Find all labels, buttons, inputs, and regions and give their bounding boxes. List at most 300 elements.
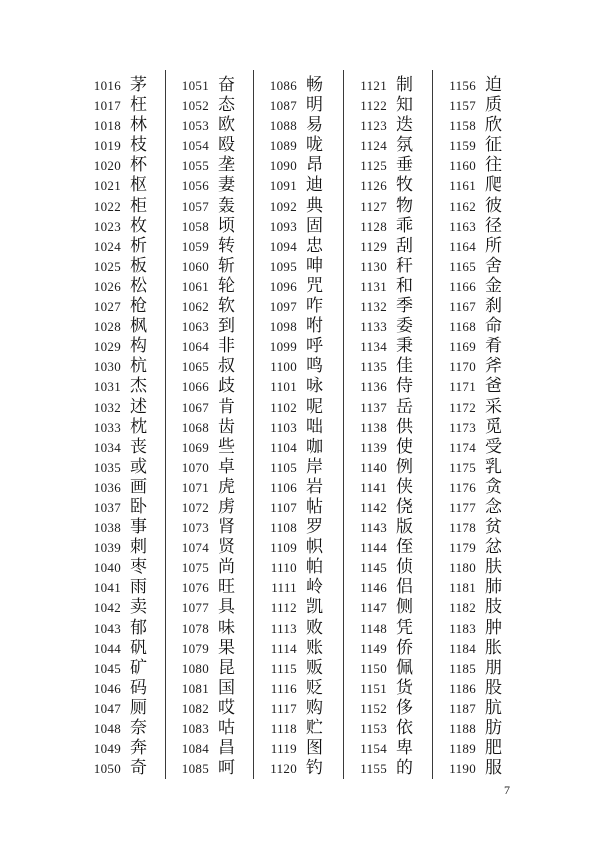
entry-character: 岳: [396, 396, 413, 416]
entry-character: 杭: [130, 356, 147, 376]
entry-number: 1049: [93, 741, 121, 757]
entry-number: 1078: [181, 620, 209, 636]
entry-character: 制: [396, 75, 413, 94]
entry-number: 1083: [181, 721, 209, 736]
entry-number: 1156: [449, 78, 476, 93]
entry-character: 氛: [396, 135, 413, 155]
entry-number: 1147: [360, 600, 387, 616]
entry-character: 欣: [485, 115, 502, 135]
entry-number: 1164: [449, 238, 476, 254]
entry-character: 秉: [396, 336, 413, 356]
entry-character: 侄: [396, 537, 413, 557]
table-row: [358, 678, 432, 698]
entry-character: 侥: [396, 496, 413, 516]
entry-number: 1046: [93, 680, 121, 696]
entry-character: 析: [130, 235, 147, 255]
table-row: [92, 658, 165, 678]
table-row: [92, 437, 165, 457]
entry-number: 1103: [270, 419, 297, 435]
entry-character: 丧: [130, 436, 147, 456]
entry-character: 或: [130, 456, 147, 476]
table-row: [358, 256, 432, 276]
entry-number: 1185: [449, 660, 476, 676]
entry-character: 觅: [485, 416, 502, 436]
entry-character: 佩: [396, 657, 413, 677]
entry-character: 尚: [218, 557, 235, 577]
entry-character: 委: [396, 316, 413, 336]
table-row: [358, 336, 432, 356]
table-row: [180, 236, 253, 256]
entry-number: 1040: [93, 560, 121, 576]
entry-number: 1042: [93, 600, 121, 616]
entry-character: 轰: [218, 195, 235, 215]
table-row: [92, 336, 165, 356]
table-row: [358, 658, 432, 678]
table-row: [180, 618, 253, 638]
entry-character: 茅: [130, 75, 147, 94]
table-row: [268, 115, 343, 135]
entry-number: 1168: [449, 319, 476, 335]
table-row: [447, 738, 516, 758]
table-row: [180, 718, 253, 738]
table-row: [268, 336, 343, 356]
entry-character: 帕: [306, 557, 323, 577]
entry-number: 1135: [360, 359, 387, 375]
table-row: [447, 296, 516, 316]
entry-character: 果: [218, 637, 235, 657]
table-row: [268, 557, 343, 577]
entry-number: 1175: [449, 459, 476, 475]
entry-number: 1089: [269, 138, 297, 154]
entry-character: 枪: [130, 296, 147, 316]
table-row: [358, 196, 432, 216]
table-row: [358, 477, 432, 497]
table-row: [447, 196, 516, 216]
entry-number: 1187: [449, 700, 476, 716]
table-row: [180, 216, 253, 236]
entry-number: 1121: [360, 78, 387, 93]
entry-number: 1108: [270, 520, 297, 536]
entry-character: 图: [306, 738, 323, 758]
entry-number: 1114: [270, 640, 297, 656]
table-row: [268, 397, 343, 417]
table-row: [447, 477, 516, 497]
entry-number: 1161: [449, 178, 476, 194]
table-row: [92, 316, 165, 336]
table-row: [447, 417, 516, 437]
entry-character: 叔: [218, 356, 235, 376]
entry-character: 虎: [218, 476, 235, 496]
entry-character: 味: [218, 617, 235, 637]
entry-number: 1178: [449, 520, 476, 536]
entry-character: 货: [396, 677, 413, 697]
entry-number: 1180: [449, 560, 476, 576]
entry-character: 咄: [306, 416, 323, 436]
table-row: [180, 537, 253, 557]
entry-number: 1182: [449, 600, 476, 616]
entry-number: 1188: [449, 721, 476, 736]
entry-number: 1099: [269, 339, 297, 355]
table-row: [447, 597, 516, 617]
entry-character: 枫: [130, 316, 147, 336]
table-row: [358, 718, 432, 738]
entry-character: 贬: [306, 677, 323, 697]
entry-number: 1025: [93, 258, 121, 274]
entry-number: 1170: [449, 359, 476, 375]
entry-number: 1070: [181, 459, 209, 475]
page-number: 7: [504, 783, 510, 797]
table-row: [358, 597, 432, 617]
entry-character: 岸: [306, 456, 323, 476]
entry-character: 凭: [396, 617, 413, 637]
table-row: [92, 758, 165, 778]
entry-number: 1031: [93, 379, 121, 395]
entry-character: 供: [396, 416, 413, 436]
entry-character: 肴: [485, 336, 502, 356]
entry-character: 咐: [306, 316, 323, 336]
entry-character: 顷: [218, 215, 235, 235]
entry-number: 1167: [449, 299, 476, 315]
table-row: [268, 577, 343, 597]
entry-character: 欧: [218, 115, 235, 135]
table-row: [447, 336, 516, 356]
entry-number: 1138: [360, 419, 387, 435]
table-row: [447, 457, 516, 477]
entry-character: 依: [396, 718, 413, 737]
entry-character: 奈: [130, 718, 147, 737]
table-row: [358, 698, 432, 718]
entry-character: 彼: [485, 195, 502, 215]
entry-character: 牧: [396, 175, 413, 195]
entry-character: 斧: [485, 356, 502, 376]
entry-number: 1037: [93, 499, 121, 515]
entry-number: 1179: [449, 540, 476, 556]
table-row: [180, 256, 253, 276]
table-row: [268, 457, 343, 477]
table-row: [180, 698, 253, 718]
table-row: [358, 135, 432, 155]
entry-number: 1082: [181, 700, 209, 716]
entry-character: 呢: [306, 396, 323, 416]
entry-character: 呵: [218, 758, 235, 778]
table-row: [180, 276, 253, 296]
entry-character: 胀: [485, 637, 502, 657]
table-row: [447, 537, 516, 557]
table-row: [92, 95, 165, 115]
table-row: [268, 638, 343, 658]
entry-character: 肾: [218, 517, 235, 537]
table-row: [358, 577, 432, 597]
entry-number: 1047: [93, 700, 121, 716]
entry-number: 1019: [93, 138, 121, 154]
table-row: [180, 376, 253, 396]
table-row: [92, 296, 165, 316]
entry-number: 1093: [269, 218, 297, 234]
entry-character: 咒: [306, 275, 323, 295]
table-row: [447, 256, 516, 276]
entry-character: 肥: [485, 738, 502, 758]
entry-number: 1134: [360, 339, 387, 355]
entry-number: 1163: [449, 218, 476, 234]
table-row: [447, 236, 516, 256]
entry-character: 命: [485, 316, 502, 336]
entry-number: 1149: [360, 640, 387, 656]
entry-character: 枕: [130, 416, 147, 436]
entry-character: 贪: [485, 476, 502, 496]
entry-character: 昂: [306, 155, 323, 175]
entry-number: 1126: [360, 178, 387, 194]
entry-number: 1069: [181, 439, 209, 455]
entry-number: 1023: [93, 218, 121, 234]
entry-number: 1075: [181, 560, 209, 576]
entry-number: 1169: [449, 339, 476, 355]
entry-character: 殴: [218, 135, 235, 155]
entry-character: 佳: [396, 356, 413, 376]
table-row: [92, 155, 165, 175]
table-row: [92, 376, 165, 396]
table-row: [447, 678, 516, 698]
table-row: [92, 557, 165, 577]
entry-number: 1132: [360, 299, 387, 315]
table-row: [268, 698, 343, 718]
entry-character: 刹: [485, 296, 502, 316]
entry-character: 径: [485, 215, 502, 235]
entry-number: 1020: [93, 158, 121, 174]
entry-number: 1050: [93, 761, 121, 777]
entry-character: 往: [485, 155, 502, 175]
entry-character: 软: [218, 296, 235, 316]
entry-character: 到: [218, 316, 235, 336]
table-row: [447, 437, 516, 457]
entry-number: 1174: [449, 439, 476, 455]
entry-character: 贫: [485, 517, 502, 537]
entry-number: 1145: [360, 560, 387, 576]
entry-character: 肪: [485, 718, 502, 737]
table-row: [358, 95, 432, 115]
table-row: [358, 457, 432, 477]
entry-character: 雨: [130, 577, 147, 597]
table-row: [268, 175, 343, 195]
entry-number: 1100: [270, 359, 297, 375]
table-column-1: [78, 70, 165, 779]
character-table: [78, 70, 516, 779]
entry-character: 林: [130, 115, 147, 135]
entry-number: 1139: [360, 439, 387, 455]
entry-character: 钓: [306, 758, 323, 778]
entry-number: 1084: [181, 741, 209, 757]
entry-character: 斩: [218, 255, 235, 275]
entry-number: 1144: [360, 540, 387, 556]
entry-character: 物: [396, 195, 413, 215]
entry-character: 服: [485, 758, 502, 778]
table-row: [180, 638, 253, 658]
table-row: [92, 718, 165, 738]
entry-character: 典: [306, 195, 323, 215]
entry-number: 1172: [449, 399, 476, 415]
entry-number: 1061: [181, 278, 209, 294]
entry-character: 呼: [306, 336, 323, 356]
table-row: [180, 457, 253, 477]
entry-character: 朋: [485, 657, 502, 677]
entry-character: 乖: [396, 215, 413, 235]
entry-number: 1027: [93, 299, 121, 315]
entry-character: 码: [130, 677, 147, 697]
entry-character: 忠: [306, 235, 323, 255]
entry-character: 侧: [396, 597, 413, 617]
table-row: [92, 175, 165, 195]
entry-character: 败: [306, 617, 323, 637]
entry-number: 1094: [269, 238, 297, 254]
entry-character: 明: [306, 95, 323, 115]
entry-character: 柜: [130, 195, 147, 215]
entry-character: 帜: [306, 537, 323, 557]
table-row: [180, 557, 253, 577]
table-row: [268, 517, 343, 537]
table-row: [180, 597, 253, 617]
table-row: [92, 738, 165, 758]
entry-character: 侠: [396, 476, 413, 496]
table-row: [447, 276, 516, 296]
entry-character: 所: [485, 235, 502, 255]
table-row: [447, 155, 516, 175]
entry-number: 1113: [270, 620, 297, 636]
table-column-3: [253, 70, 343, 779]
table-row: [180, 678, 253, 698]
table-row: [447, 698, 516, 718]
entry-number: 1157: [449, 98, 476, 114]
entry-number: 1051: [181, 78, 209, 93]
entry-number: 1155: [360, 761, 387, 777]
entry-character: 歧: [218, 376, 235, 396]
entry-character: 侦: [396, 557, 413, 577]
entry-number: 1190: [449, 761, 476, 777]
entry-character: 妻: [218, 175, 235, 195]
table-row: [92, 196, 165, 216]
entry-character: 固: [306, 215, 323, 235]
entry-number: 1127: [360, 198, 387, 214]
entry-character: 卑: [396, 738, 413, 758]
table-row: [358, 638, 432, 658]
table-row: [447, 316, 516, 336]
table-row: [180, 175, 253, 195]
table-column-4: [343, 70, 432, 779]
entry-number: 1109: [270, 540, 297, 556]
table-row: [358, 236, 432, 256]
entry-character: 郁: [130, 617, 147, 637]
entry-number: 1038: [93, 520, 121, 536]
table-row: [358, 557, 432, 577]
table-row: [92, 417, 165, 437]
table-row: [447, 175, 516, 195]
entry-character: 齿: [218, 416, 235, 436]
entry-number: 1063: [181, 319, 209, 335]
table-row: [92, 597, 165, 617]
entry-character: 肿: [485, 617, 502, 637]
entry-character: 松: [130, 275, 147, 295]
entry-character: 杯: [130, 155, 147, 175]
entry-number: 1057: [181, 198, 209, 214]
table-row: [268, 738, 343, 758]
entry-number: 1130: [360, 258, 387, 274]
entry-number: 1024: [93, 238, 121, 254]
table-row: [447, 376, 516, 396]
entry-character: 金: [485, 275, 502, 295]
entry-number: 1123: [360, 118, 387, 134]
entry-number: 1043: [93, 620, 121, 636]
entry-number: 1186: [449, 680, 476, 696]
entry-character: 卖: [130, 597, 147, 617]
table-row: [268, 597, 343, 617]
entry-number: 1131: [360, 278, 387, 294]
entry-number: 1056: [181, 178, 209, 194]
entry-character: 刺: [130, 537, 147, 557]
entry-number: 1022: [93, 198, 121, 214]
table-row: [447, 758, 516, 778]
entry-number: 1097: [269, 299, 297, 315]
entry-number: 1048: [93, 721, 121, 736]
entry-number: 1064: [181, 339, 209, 355]
table-row: [268, 276, 343, 296]
table-row: [92, 135, 165, 155]
entry-number: 1101: [270, 379, 297, 395]
entry-character: 垂: [396, 155, 413, 175]
entry-number: 1140: [360, 459, 387, 475]
table-row: [180, 95, 253, 115]
entry-character: 国: [218, 677, 235, 697]
entry-number: 1151: [360, 680, 387, 696]
entry-character: 虏: [218, 496, 235, 516]
table-row: [358, 316, 432, 336]
table-row: [358, 356, 432, 376]
entry-character: 厕: [130, 697, 147, 717]
table-row: [268, 236, 343, 256]
entry-number: 1107: [270, 499, 297, 515]
entry-character: 卧: [130, 496, 147, 516]
entry-character: 肮: [485, 697, 502, 717]
entry-character: 杰: [130, 376, 147, 396]
entry-character: 凯: [306, 597, 323, 617]
entry-character: 秆: [396, 255, 413, 275]
entry-number: 1045: [93, 660, 121, 676]
table-row: [92, 216, 165, 236]
table-row: [92, 115, 165, 135]
entry-character: 罗: [306, 517, 323, 537]
entry-character: 知: [396, 95, 413, 115]
table-row: [92, 537, 165, 557]
entry-character: 构: [130, 336, 147, 356]
entry-character: 侈: [396, 697, 413, 717]
entry-character: 迭: [396, 115, 413, 135]
entry-number: 1071: [181, 479, 209, 495]
table-row: [268, 437, 343, 457]
entry-number: 1029: [93, 339, 121, 355]
entry-character: 帖: [306, 496, 323, 516]
entry-number: 1095: [269, 258, 297, 274]
entry-number: 1073: [181, 520, 209, 536]
entry-character: 肤: [485, 557, 502, 577]
entry-character: 舍: [485, 255, 502, 275]
entry-number: 1154: [360, 741, 387, 757]
entry-character: 奋: [218, 75, 235, 94]
entry-number: 1074: [181, 540, 209, 556]
table-row: [268, 296, 343, 316]
entry-character: 咏: [306, 376, 323, 396]
entry-character: 板: [130, 255, 147, 275]
entry-character: 肺: [485, 577, 502, 597]
entry-number: 1146: [360, 580, 387, 596]
entry-number: 1125: [360, 158, 387, 174]
entry-number: 1120: [270, 761, 297, 777]
